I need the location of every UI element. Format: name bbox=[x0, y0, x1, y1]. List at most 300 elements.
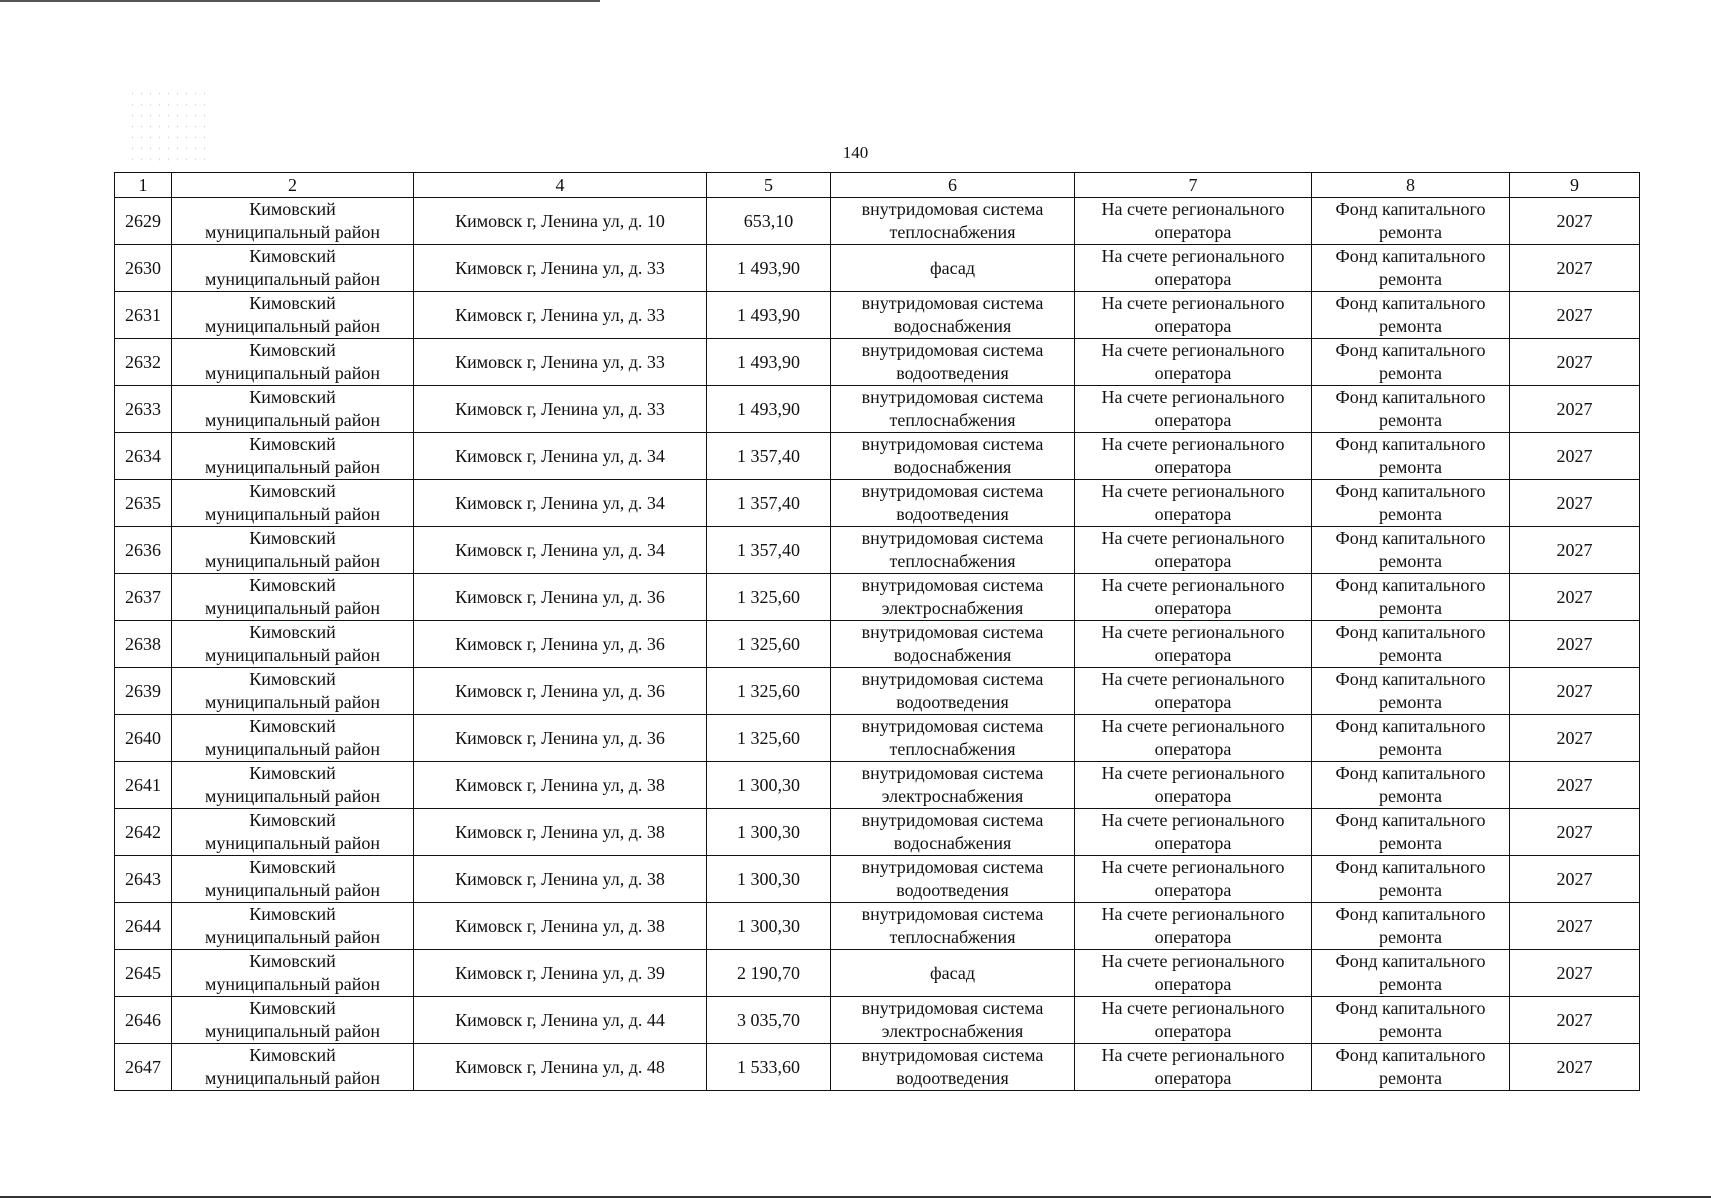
address-cell: Кимовск г, Ленина ул, д. 38 bbox=[414, 903, 707, 950]
table-row bbox=[115, 762, 1640, 809]
district-line: муниципальный район bbox=[204, 645, 380, 665]
account-line: На счете регионального bbox=[1101, 246, 1285, 266]
account-cell bbox=[1075, 292, 1312, 339]
account-line: оператора bbox=[1154, 222, 1232, 242]
system-cell bbox=[831, 198, 1075, 245]
district-cell bbox=[172, 198, 414, 245]
system-line: водоотведения bbox=[896, 880, 1009, 900]
system-line: теплоснабжения bbox=[889, 222, 1016, 242]
address-cell: Кимовск г, Ленина ул, д. 33 bbox=[414, 339, 707, 386]
page-number: 140 bbox=[842, 143, 869, 162]
account-line: На счете регионального bbox=[1101, 622, 1285, 642]
funding-source-line: ремонта bbox=[1378, 222, 1443, 242]
funding-source-line: Фонд капитального bbox=[1335, 528, 1486, 548]
funding-source-cell bbox=[1312, 292, 1510, 339]
funding-source-cell bbox=[1312, 386, 1510, 433]
address-cell: Кимовск г, Ленина ул, д. 36 bbox=[414, 574, 707, 621]
district-cell bbox=[172, 245, 414, 292]
district-cell bbox=[172, 386, 414, 433]
column-header: 8 bbox=[1312, 173, 1510, 198]
area-cell: 1 493,90 bbox=[707, 386, 831, 433]
account-cell bbox=[1075, 856, 1312, 903]
funding-source-line: ремонта bbox=[1378, 457, 1443, 477]
district-line: Кимовский bbox=[249, 669, 336, 689]
address-cell: Кимовск г, Ленина ул, д. 38 bbox=[414, 809, 707, 856]
system-cell bbox=[831, 480, 1075, 527]
row-number-cell: 2629 bbox=[115, 198, 172, 245]
account-line: На счете регионального bbox=[1101, 434, 1285, 454]
account-line: оператора bbox=[1154, 1068, 1232, 1088]
table-row bbox=[115, 621, 1640, 668]
district-line: Кимовский bbox=[249, 716, 336, 736]
table-row bbox=[115, 997, 1640, 1044]
funding-source-cell bbox=[1312, 527, 1510, 574]
district-cell bbox=[172, 856, 414, 903]
district-cell bbox=[172, 574, 414, 621]
account-cell bbox=[1075, 245, 1312, 292]
area-cell: 3 035,70 bbox=[707, 997, 831, 1044]
account-cell bbox=[1075, 433, 1312, 480]
funding-source-line: Фонд капитального bbox=[1335, 716, 1486, 736]
year-cell: 2027 bbox=[1510, 386, 1640, 433]
scan-edge-top bbox=[0, 0, 600, 2]
address-cell: Кимовск г, Ленина ул, д. 34 bbox=[414, 433, 707, 480]
account-cell bbox=[1075, 809, 1312, 856]
account-cell bbox=[1075, 950, 1312, 997]
district-cell bbox=[172, 480, 414, 527]
account-line: оператора bbox=[1154, 974, 1232, 994]
district-cell bbox=[172, 950, 414, 997]
funding-source-cell bbox=[1312, 245, 1510, 292]
account-line: оператора bbox=[1154, 692, 1232, 712]
year-cell: 2027 bbox=[1510, 762, 1640, 809]
account-cell bbox=[1075, 668, 1312, 715]
account-line: На счете регионального bbox=[1101, 481, 1285, 501]
account-line: На счете регионального bbox=[1101, 199, 1285, 219]
address-cell: Кимовск г, Ленина ул, д. 44 bbox=[414, 997, 707, 1044]
funding-source-line: ремонта bbox=[1378, 504, 1443, 524]
account-line: оператора bbox=[1154, 504, 1232, 524]
district-line: муниципальный район bbox=[204, 551, 380, 571]
funding-source-line: ремонта bbox=[1378, 833, 1443, 853]
system-cell bbox=[831, 574, 1075, 621]
row-number-cell: 2639 bbox=[115, 668, 172, 715]
address-cell: Кимовск г, Ленина ул, д. 38 bbox=[414, 856, 707, 903]
system-line: водоснабжения bbox=[893, 457, 1012, 477]
account-cell bbox=[1075, 339, 1312, 386]
year-cell: 2027 bbox=[1510, 856, 1640, 903]
system-cell bbox=[831, 527, 1075, 574]
account-cell bbox=[1075, 574, 1312, 621]
column-header: 4 bbox=[414, 173, 707, 198]
district-cell bbox=[172, 809, 414, 856]
system-line: внутридомовая система bbox=[861, 904, 1044, 924]
system-line: внутридомовая система bbox=[861, 1045, 1044, 1065]
column-header: 5 bbox=[707, 173, 831, 198]
district-line: Кимовский bbox=[249, 246, 336, 266]
system-cell bbox=[831, 339, 1075, 386]
register-table bbox=[114, 172, 1640, 1091]
district-line: муниципальный район bbox=[204, 363, 380, 383]
table-row bbox=[115, 856, 1640, 903]
account-line: На счете регионального bbox=[1101, 1045, 1285, 1065]
area-cell: 1 325,60 bbox=[707, 621, 831, 668]
column-header: 2 bbox=[172, 173, 414, 198]
year-cell: 2027 bbox=[1510, 809, 1640, 856]
address-cell: Кимовск г, Ленина ул, д. 48 bbox=[414, 1044, 707, 1091]
year-cell: 2027 bbox=[1510, 480, 1640, 527]
column-header: 9 bbox=[1510, 173, 1640, 198]
table-row bbox=[115, 527, 1640, 574]
system-cell bbox=[831, 621, 1075, 668]
funding-source-line: Фонд капитального bbox=[1335, 387, 1486, 407]
district-cell bbox=[172, 621, 414, 668]
system-cell bbox=[831, 856, 1075, 903]
year-cell: 2027 bbox=[1510, 715, 1640, 762]
account-line: оператора bbox=[1154, 363, 1232, 383]
area-cell: 1 300,30 bbox=[707, 762, 831, 809]
account-line: На счете регионального bbox=[1101, 293, 1285, 313]
system-line: внутридомовая система bbox=[861, 199, 1044, 219]
account-cell bbox=[1075, 1044, 1312, 1091]
account-line: оператора bbox=[1154, 645, 1232, 665]
system-line: внутридомовая система bbox=[861, 340, 1044, 360]
year-cell: 2027 bbox=[1510, 574, 1640, 621]
system-cell bbox=[831, 1044, 1075, 1091]
funding-source-cell bbox=[1312, 950, 1510, 997]
row-number-cell: 2630 bbox=[115, 245, 172, 292]
funding-source-line: ремонта bbox=[1378, 1021, 1443, 1041]
year-cell: 2027 bbox=[1510, 198, 1640, 245]
district-line: муниципальный район bbox=[204, 1021, 380, 1041]
district-line: муниципальный район bbox=[204, 927, 380, 947]
system-cell bbox=[831, 386, 1075, 433]
district-line: Кимовский bbox=[249, 387, 336, 407]
account-line: На счете регионального bbox=[1101, 857, 1285, 877]
funding-source-line: ремонта bbox=[1378, 927, 1443, 947]
account-cell bbox=[1075, 198, 1312, 245]
account-cell bbox=[1075, 903, 1312, 950]
year-cell: 2027 bbox=[1510, 339, 1640, 386]
district-line: Кимовский bbox=[249, 1045, 336, 1065]
row-number-cell: 2642 bbox=[115, 809, 172, 856]
column-header: 6 bbox=[831, 173, 1075, 198]
system-line: внутридомовая система bbox=[861, 669, 1044, 689]
table-row bbox=[115, 198, 1640, 245]
account-line: На счете регионального bbox=[1101, 340, 1285, 360]
account-line: оператора bbox=[1154, 410, 1232, 430]
table-row bbox=[115, 386, 1640, 433]
district-line: Кимовский bbox=[249, 810, 336, 830]
account-line: оператора bbox=[1154, 551, 1232, 571]
year-cell: 2027 bbox=[1510, 668, 1640, 715]
funding-source-line: Фонд капитального bbox=[1335, 622, 1486, 642]
table-row bbox=[115, 950, 1640, 997]
table-row bbox=[115, 715, 1640, 762]
address-cell: Кимовск г, Ленина ул, д. 33 bbox=[414, 245, 707, 292]
system-line: электроснабжения bbox=[881, 598, 1024, 618]
scan-edge-bottom bbox=[0, 1196, 1711, 1198]
district-line: муниципальный район bbox=[204, 739, 380, 759]
system-cell bbox=[831, 715, 1075, 762]
funding-source-line: Фонд капитального bbox=[1335, 340, 1486, 360]
account-line: оператора bbox=[1154, 316, 1232, 336]
district-line: муниципальный район bbox=[204, 833, 380, 853]
account-line: оператора bbox=[1154, 833, 1232, 853]
account-line: оператора bbox=[1154, 927, 1232, 947]
year-cell: 2027 bbox=[1510, 433, 1640, 480]
year-cell: 2027 bbox=[1510, 997, 1640, 1044]
system-line: электроснабжения bbox=[881, 1021, 1024, 1041]
district-line: Кимовский bbox=[249, 998, 336, 1018]
row-number-cell: 2636 bbox=[115, 527, 172, 574]
system-cell bbox=[831, 903, 1075, 950]
district-line: муниципальный район bbox=[204, 504, 380, 524]
funding-source-cell bbox=[1312, 574, 1510, 621]
district-line: Кимовский bbox=[249, 575, 336, 595]
address-cell: Кимовск г, Ленина ул, д. 10 bbox=[414, 198, 707, 245]
row-number-cell: 2634 bbox=[115, 433, 172, 480]
funding-source-line: Фонд капитального bbox=[1335, 199, 1486, 219]
address-cell: Кимовск г, Ленина ул, д. 36 bbox=[414, 621, 707, 668]
funding-source-line: ремонта bbox=[1378, 1068, 1443, 1088]
district-line: муниципальный район bbox=[204, 316, 380, 336]
district-line: Кимовский bbox=[249, 622, 336, 642]
table-row bbox=[115, 245, 1640, 292]
area-cell: 1 493,90 bbox=[707, 245, 831, 292]
table-row bbox=[115, 1044, 1640, 1091]
funding-source-line: Фонд капитального bbox=[1335, 904, 1486, 924]
district-line: муниципальный район bbox=[204, 410, 380, 430]
funding-source-line: ремонта bbox=[1378, 692, 1443, 712]
address-cell: Кимовск г, Ленина ул, д. 33 bbox=[414, 292, 707, 339]
system-line: водоотведения bbox=[896, 692, 1009, 712]
address-cell: Кимовск г, Ленина ул, д. 33 bbox=[414, 386, 707, 433]
account-cell bbox=[1075, 480, 1312, 527]
area-cell: 1 325,60 bbox=[707, 574, 831, 621]
district-cell bbox=[172, 668, 414, 715]
account-line: оператора bbox=[1154, 269, 1232, 289]
funding-source-line: ремонта bbox=[1378, 363, 1443, 383]
district-cell bbox=[172, 292, 414, 339]
system-line: внутридомовая система bbox=[861, 293, 1044, 313]
district-line: муниципальный район bbox=[204, 222, 380, 242]
address-cell: Кимовск г, Ленина ул, д. 38 bbox=[414, 762, 707, 809]
account-line: На счете регионального bbox=[1101, 904, 1285, 924]
system-line: водоотведения bbox=[896, 504, 1009, 524]
table-row bbox=[115, 339, 1640, 386]
area-cell: 1 493,90 bbox=[707, 292, 831, 339]
account-cell bbox=[1075, 386, 1312, 433]
funding-source-line: Фонд капитального bbox=[1335, 434, 1486, 454]
district-line: Кимовский bbox=[249, 904, 336, 924]
funding-source-line: Фонд капитального bbox=[1335, 669, 1486, 689]
funding-source-line: Фонд капитального bbox=[1335, 998, 1486, 1018]
system-cell bbox=[831, 950, 1075, 997]
funding-source-line: ремонта bbox=[1378, 598, 1443, 618]
system-line: внутридомовая система bbox=[861, 387, 1044, 407]
system-line: водоснабжения bbox=[893, 645, 1012, 665]
system-line: теплоснабжения bbox=[889, 739, 1016, 759]
system-line: теплоснабжения bbox=[889, 551, 1016, 571]
funding-source-line: ремонта bbox=[1378, 974, 1443, 994]
row-number-cell: 2640 bbox=[115, 715, 172, 762]
row-number-cell: 2631 bbox=[115, 292, 172, 339]
row-number-cell: 2641 bbox=[115, 762, 172, 809]
system-cell bbox=[831, 997, 1075, 1044]
account-line: На счете регионального bbox=[1101, 951, 1285, 971]
system-cell bbox=[831, 809, 1075, 856]
district-cell bbox=[172, 339, 414, 386]
year-cell: 2027 bbox=[1510, 903, 1640, 950]
system-line: внутридомовая система bbox=[861, 763, 1044, 783]
district-line: Кимовский bbox=[249, 528, 336, 548]
row-number-cell: 2646 bbox=[115, 997, 172, 1044]
account-line: На счете регионального bbox=[1101, 387, 1285, 407]
system-line: теплоснабжения bbox=[889, 927, 1016, 947]
funding-source-line: Фонд капитального bbox=[1335, 293, 1486, 313]
year-cell: 2027 bbox=[1510, 621, 1640, 668]
area-cell: 1 300,30 bbox=[707, 856, 831, 903]
district-cell bbox=[172, 433, 414, 480]
system-line: фасад bbox=[929, 257, 975, 278]
area-cell: 1 357,40 bbox=[707, 433, 831, 480]
row-number-cell: 2637 bbox=[115, 574, 172, 621]
table-row bbox=[115, 809, 1640, 856]
district-cell bbox=[172, 1044, 414, 1091]
funding-source-cell bbox=[1312, 433, 1510, 480]
funding-source-cell bbox=[1312, 1044, 1510, 1091]
address-cell: Кимовск г, Ленина ул, д. 36 bbox=[414, 715, 707, 762]
funding-source-cell bbox=[1312, 762, 1510, 809]
funding-source-cell bbox=[1312, 668, 1510, 715]
area-cell: 653,10 bbox=[707, 198, 831, 245]
area-cell: 1 493,90 bbox=[707, 339, 831, 386]
year-cell: 2027 bbox=[1510, 950, 1640, 997]
district-line: муниципальный район bbox=[204, 1068, 380, 1088]
funding-source-cell bbox=[1312, 198, 1510, 245]
account-line: На счете регионального bbox=[1101, 669, 1285, 689]
table-row bbox=[115, 668, 1640, 715]
system-line: внутридомовая система bbox=[861, 622, 1044, 642]
table-row bbox=[115, 574, 1640, 621]
address-cell: Кимовск г, Ленина ул, д. 36 bbox=[414, 668, 707, 715]
district-cell bbox=[172, 997, 414, 1044]
funding-source-line: ремонта bbox=[1378, 880, 1443, 900]
system-line: водоснабжения bbox=[893, 833, 1012, 853]
account-line: оператора bbox=[1154, 786, 1232, 806]
district-line: муниципальный район bbox=[204, 598, 380, 618]
district-line: Кимовский bbox=[249, 199, 336, 219]
column-header: 7 bbox=[1075, 173, 1312, 198]
district-line: Кимовский bbox=[249, 340, 336, 360]
district-line: муниципальный район bbox=[204, 974, 380, 994]
district-cell bbox=[172, 762, 414, 809]
area-cell: 1 300,30 bbox=[707, 809, 831, 856]
district-line: Кимовский bbox=[249, 481, 336, 501]
account-line: На счете регионального bbox=[1101, 528, 1285, 548]
system-line: теплоснабжения bbox=[889, 410, 1016, 430]
district-cell bbox=[172, 715, 414, 762]
row-number-cell: 2645 bbox=[115, 950, 172, 997]
funding-source-cell bbox=[1312, 856, 1510, 903]
funding-source-line: Фонд капитального bbox=[1335, 481, 1486, 501]
system-cell bbox=[831, 433, 1075, 480]
funding-source-line: ремонта bbox=[1378, 786, 1443, 806]
account-line: На счете регионального bbox=[1101, 810, 1285, 830]
system-cell bbox=[831, 762, 1075, 809]
funding-source-line: ремонта bbox=[1378, 645, 1443, 665]
funding-source-line: Фонд капитального bbox=[1335, 1045, 1486, 1065]
table-row bbox=[115, 292, 1640, 339]
district-line: муниципальный район bbox=[204, 457, 380, 477]
account-line: оператора bbox=[1154, 880, 1232, 900]
system-line: внутридомовая система bbox=[861, 481, 1044, 501]
row-number-cell: 2638 bbox=[115, 621, 172, 668]
account-line: На счете регионального bbox=[1101, 763, 1285, 783]
system-line: водоснабжения bbox=[893, 316, 1012, 336]
district-line: муниципальный район bbox=[204, 692, 380, 712]
funding-source-cell bbox=[1312, 480, 1510, 527]
funding-source-line: ремонта bbox=[1378, 269, 1443, 289]
funding-source-cell bbox=[1312, 809, 1510, 856]
account-line: оператора bbox=[1154, 739, 1232, 759]
funding-source-line: Фонд капитального bbox=[1335, 810, 1486, 830]
system-line: внутридомовая система bbox=[861, 575, 1044, 595]
funding-source-cell bbox=[1312, 339, 1510, 386]
system-line: внутридомовая система bbox=[861, 998, 1044, 1018]
district-line: Кимовский bbox=[249, 763, 336, 783]
header-row bbox=[115, 173, 1640, 198]
account-line: На счете регионального bbox=[1101, 716, 1285, 736]
area-cell: 2 190,70 bbox=[707, 950, 831, 997]
year-cell: 2027 bbox=[1510, 292, 1640, 339]
account-cell bbox=[1075, 527, 1312, 574]
row-number-cell: 2632 bbox=[115, 339, 172, 386]
funding-source-cell bbox=[1312, 621, 1510, 668]
funding-source-line: ремонта bbox=[1378, 739, 1443, 759]
system-line: водоотведения bbox=[896, 1068, 1009, 1088]
district-line: Кимовский bbox=[249, 434, 336, 454]
account-line: На счете регионального bbox=[1101, 998, 1285, 1018]
area-cell: 1 533,60 bbox=[707, 1044, 831, 1091]
district-line: муниципальный район bbox=[204, 786, 380, 806]
system-line: фасад bbox=[929, 962, 975, 983]
funding-source-line: Фонд капитального bbox=[1335, 951, 1486, 971]
area-cell: 1 357,40 bbox=[707, 480, 831, 527]
district-cell bbox=[172, 527, 414, 574]
account-cell bbox=[1075, 621, 1312, 668]
system-line: внутридомовая система bbox=[861, 857, 1044, 877]
year-cell: 2027 bbox=[1510, 245, 1640, 292]
account-cell bbox=[1075, 762, 1312, 809]
table-row bbox=[115, 433, 1640, 480]
funding-source-line: Фонд капитального bbox=[1335, 763, 1486, 783]
account-cell bbox=[1075, 997, 1312, 1044]
system-line: водоотведения bbox=[896, 363, 1009, 383]
account-line: оператора bbox=[1154, 457, 1232, 477]
funding-source-cell bbox=[1312, 997, 1510, 1044]
account-line: На счете регионального bbox=[1101, 575, 1285, 595]
district-line: муниципальный район bbox=[204, 269, 380, 289]
funding-source-cell bbox=[1312, 903, 1510, 950]
system-line: внутридомовая система bbox=[861, 434, 1044, 454]
funding-source-line: Фонд капитального bbox=[1335, 857, 1486, 877]
system-line: внутридомовая система bbox=[861, 810, 1044, 830]
system-cell bbox=[831, 245, 1075, 292]
system-line: внутридомовая система bbox=[861, 716, 1044, 736]
year-cell: 2027 bbox=[1510, 527, 1640, 574]
